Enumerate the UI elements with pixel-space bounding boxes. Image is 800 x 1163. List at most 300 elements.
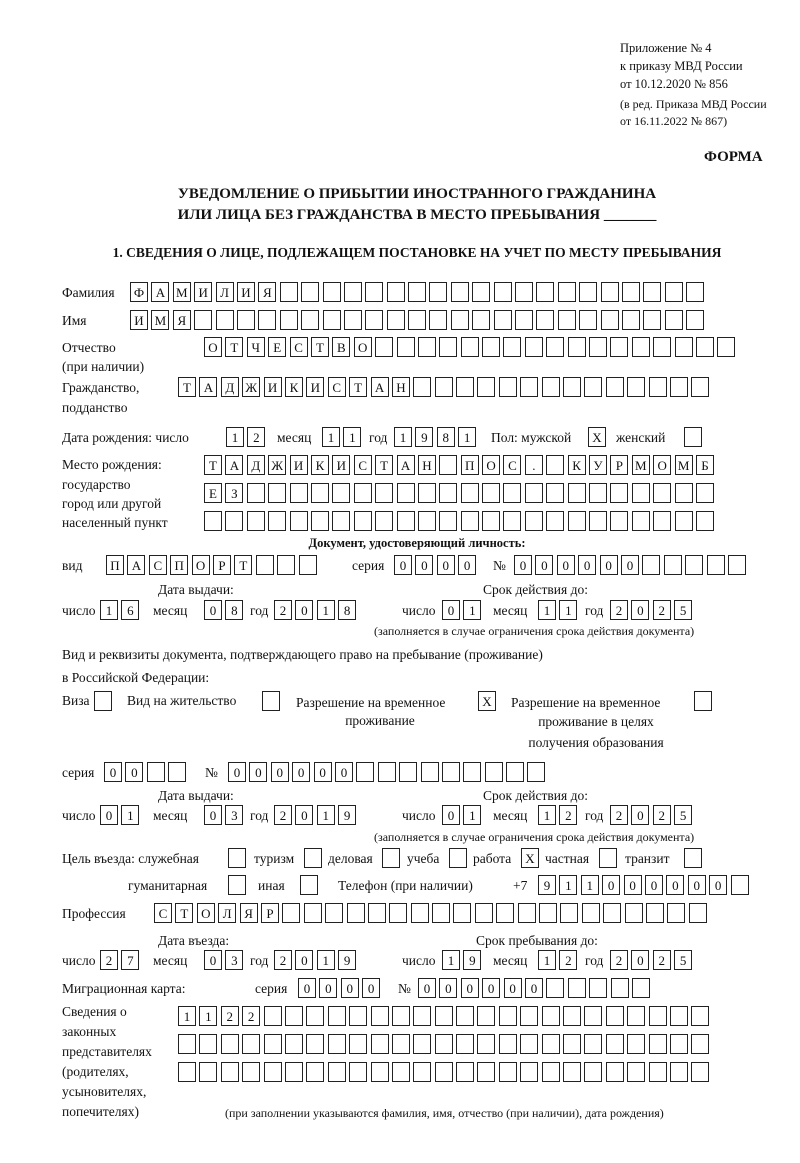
char-cell[interactable] [199,1034,217,1054]
char-cell[interactable]: 2 [242,1006,260,1026]
char-cell[interactable]: 8 [338,600,356,620]
char-cell[interactable]: С [328,377,346,397]
stay-valid-day-field[interactable] [442,805,485,825]
char-cell[interactable] [670,1006,688,1026]
char-cell[interactable]: 0 [341,978,359,998]
visa-checkbox[interactable] [94,691,115,711]
char-cell[interactable]: А [225,455,243,475]
char-cell[interactable]: 9 [338,950,356,970]
char-cell[interactable]: М [151,310,169,330]
char-cell[interactable] [546,978,564,998]
char-cell[interactable] [525,337,543,357]
char-cell[interactable] [560,903,578,923]
char-cell[interactable] [503,483,521,503]
checkbox-cell[interactable]: X [588,427,606,447]
char-cell[interactable] [546,511,564,531]
char-cell[interactable] [413,1034,431,1054]
char-cell[interactable]: 0 [418,978,436,998]
char-cell[interactable]: К [568,455,586,475]
char-cell[interactable]: 2 [610,600,628,620]
checkbox-cell[interactable] [304,848,322,868]
char-cell[interactable]: 0 [645,875,663,895]
char-cell[interactable]: 0 [514,555,532,575]
char-cell[interactable]: Ч [247,337,265,357]
char-cell[interactable]: Т [204,455,222,475]
birth-month-field[interactable] [322,427,365,447]
char-cell[interactable]: . [525,455,543,475]
char-cell[interactable] [365,310,383,330]
char-cell[interactable]: 0 [271,762,289,782]
char-cell[interactable] [606,1006,624,1026]
char-cell[interactable]: О [482,455,500,475]
char-cell[interactable] [632,337,650,357]
char-cell[interactable]: 2 [559,805,577,825]
char-cell[interactable] [194,310,212,330]
char-cell[interactable] [627,1006,645,1026]
char-cell[interactable] [371,1034,389,1054]
char-cell[interactable] [237,310,255,330]
char-cell[interactable]: 1 [317,950,335,970]
char-cell[interactable] [277,555,295,575]
sex-female-checkbox[interactable] [684,427,705,447]
checkbox-cell[interactable] [449,848,467,868]
char-cell[interactable] [328,1062,346,1082]
char-cell[interactable] [563,1034,581,1054]
char-cell[interactable]: В [332,337,350,357]
char-cell[interactable] [649,377,667,397]
purpose-transit-checkbox[interactable] [684,848,705,868]
char-cell[interactable] [408,310,426,330]
char-cell[interactable]: 0 [437,555,455,575]
char-cell[interactable]: И [237,282,255,302]
checkbox-cell[interactable] [684,427,702,447]
char-cell[interactable] [301,282,319,302]
char-cell[interactable] [610,483,628,503]
char-cell[interactable]: М [675,455,693,475]
char-cell[interactable] [584,1006,602,1026]
char-cell[interactable]: 0 [204,950,222,970]
char-cell[interactable] [456,1034,474,1054]
char-cell[interactable] [453,903,471,923]
char-cell[interactable]: 2 [610,950,628,970]
char-cell[interactable]: 0 [104,762,122,782]
char-cell[interactable] [439,511,457,531]
char-cell[interactable] [494,310,512,330]
char-cell[interactable] [344,282,362,302]
char-cell[interactable] [589,337,607,357]
birthplace-field-3[interactable] [204,511,717,531]
char-cell[interactable] [199,1062,217,1082]
profession-field[interactable] [154,903,710,923]
char-cell[interactable] [568,483,586,503]
char-cell[interactable]: Ф [130,282,148,302]
char-cell[interactable]: 1 [394,427,412,447]
migration-series-field[interactable] [298,978,384,998]
char-cell[interactable] [435,1062,453,1082]
char-cell[interactable]: О [653,455,671,475]
char-cell[interactable] [525,483,543,503]
char-cell[interactable] [539,903,557,923]
char-cell[interactable] [242,1062,260,1082]
char-cell[interactable]: 0 [228,762,246,782]
char-cell[interactable]: И [264,377,282,397]
char-cell[interactable]: 1 [226,427,244,447]
char-cell[interactable] [685,555,703,575]
checkbox-cell[interactable]: X [478,691,496,711]
char-cell[interactable] [323,282,341,302]
checkbox-cell[interactable] [228,848,246,868]
char-cell[interactable] [622,282,640,302]
char-cell[interactable] [285,1062,303,1082]
char-cell[interactable] [451,310,469,330]
char-cell[interactable] [546,337,564,357]
char-cell[interactable]: 0 [319,978,337,998]
char-cell[interactable] [563,377,581,397]
char-cell[interactable] [439,337,457,357]
char-cell[interactable] [717,337,735,357]
char-cell[interactable] [503,337,521,357]
id-valid-day-field[interactable] [442,600,485,620]
checkbox-cell[interactable] [694,691,712,711]
char-cell[interactable] [696,511,714,531]
char-cell[interactable] [606,1062,624,1082]
char-cell[interactable] [461,483,479,503]
char-cell[interactable]: И [194,282,212,302]
char-cell[interactable]: 0 [439,978,457,998]
char-cell[interactable]: А [199,377,217,397]
char-cell[interactable] [429,310,447,330]
char-cell[interactable] [622,310,640,330]
char-cell[interactable]: 0 [204,805,222,825]
char-cell[interactable]: Ж [268,455,286,475]
char-cell[interactable]: 0 [621,555,639,575]
char-cell[interactable]: Н [418,455,436,475]
char-cell[interactable]: А [127,555,145,575]
char-cell[interactable] [332,483,350,503]
char-cell[interactable] [290,511,308,531]
char-cell[interactable] [392,1006,410,1026]
char-cell[interactable] [485,762,503,782]
char-cell[interactable] [627,377,645,397]
char-cell[interactable] [413,1006,431,1026]
char-cell[interactable]: 8 [437,427,455,447]
char-cell[interactable]: 1 [343,427,361,447]
char-cell[interactable]: Р [213,555,231,575]
char-cell[interactable]: 3 [225,805,243,825]
char-cell[interactable] [494,282,512,302]
char-cell[interactable]: 2 [653,950,671,970]
char-cell[interactable]: 1 [538,950,556,970]
char-cell[interactable] [435,1034,453,1054]
stay-series-field[interactable] [104,762,190,782]
char-cell[interactable]: Е [204,483,222,503]
char-cell[interactable] [328,1034,346,1054]
purpose-other-checkbox[interactable] [300,875,321,895]
char-cell[interactable] [691,377,709,397]
char-cell[interactable] [375,483,393,503]
char-cell[interactable]: 0 [314,762,332,782]
char-cell[interactable] [503,511,521,531]
char-cell[interactable]: 0 [600,555,618,575]
char-cell[interactable]: 0 [631,805,649,825]
char-cell[interactable]: Р [261,903,279,923]
char-cell[interactable]: И [290,455,308,475]
char-cell[interactable]: Ж [242,377,260,397]
trp-education-checkbox[interactable] [694,691,715,711]
char-cell[interactable] [221,1062,239,1082]
char-cell[interactable] [299,555,317,575]
stay-until-year-field[interactable] [610,950,696,970]
char-cell[interactable]: 0 [631,600,649,620]
char-cell[interactable] [632,978,650,998]
char-cell[interactable] [347,903,365,923]
char-cell[interactable] [520,377,538,397]
char-cell[interactable]: Т [349,377,367,397]
char-cell[interactable] [653,511,671,531]
char-cell[interactable]: И [306,377,324,397]
guardians-field-1[interactable] [178,1006,713,1026]
char-cell[interactable] [323,310,341,330]
char-cell[interactable] [670,1062,688,1082]
checkbox-cell[interactable] [684,848,702,868]
purpose-business-checkbox[interactable] [382,848,403,868]
char-cell[interactable]: 0 [482,978,500,998]
char-cell[interactable] [397,337,415,357]
char-cell[interactable]: 0 [535,555,553,575]
char-cell[interactable] [603,903,621,923]
char-cell[interactable]: 2 [559,950,577,970]
char-cell[interactable] [664,555,682,575]
char-cell[interactable] [387,310,405,330]
char-cell[interactable] [589,978,607,998]
char-cell[interactable]: И [332,455,350,475]
char-cell[interactable]: Л [218,903,236,923]
char-cell[interactable] [675,483,693,503]
purpose-tourism-checkbox[interactable] [304,848,325,868]
char-cell[interactable]: 1 [458,427,476,447]
char-cell[interactable] [439,483,457,503]
char-cell[interactable] [665,282,683,302]
char-cell[interactable]: А [151,282,169,302]
char-cell[interactable] [264,1034,282,1054]
birthplace-field-2[interactable] [204,483,717,503]
char-cell[interactable] [632,511,650,531]
char-cell[interactable]: 0 [335,762,353,782]
entry-year-field[interactable] [274,950,360,970]
char-cell[interactable] [429,282,447,302]
char-cell[interactable] [689,903,707,923]
char-cell[interactable] [451,282,469,302]
char-cell[interactable] [264,1006,282,1026]
char-cell[interactable]: 2 [221,1006,239,1026]
char-cell[interactable] [653,483,671,503]
char-cell[interactable]: Р [610,455,628,475]
char-cell[interactable]: У [589,455,607,475]
char-cell[interactable] [456,377,474,397]
char-cell[interactable]: 0 [394,555,412,575]
char-cell[interactable] [707,555,725,575]
char-cell[interactable]: 6 [121,600,139,620]
trp-checkbox[interactable] [478,691,499,711]
char-cell[interactable]: 2 [653,600,671,620]
char-cell[interactable]: 9 [463,950,481,970]
char-cell[interactable] [216,310,234,330]
char-cell[interactable]: 0 [442,600,460,620]
char-cell[interactable]: 1 [559,875,577,895]
char-cell[interactable]: 0 [666,875,684,895]
char-cell[interactable]: 2 [274,600,292,620]
char-cell[interactable] [328,1006,346,1026]
char-cell[interactable] [432,903,450,923]
char-cell[interactable]: Я [258,282,276,302]
char-cell[interactable]: 1 [538,805,556,825]
char-cell[interactable] [387,282,405,302]
char-cell[interactable] [563,1062,581,1082]
char-cell[interactable]: 2 [610,805,628,825]
char-cell[interactable] [439,455,457,475]
char-cell[interactable] [477,1062,495,1082]
char-cell[interactable]: П [461,455,479,475]
char-cell[interactable]: 0 [525,978,543,998]
char-cell[interactable]: 0 [461,978,479,998]
char-cell[interactable]: 0 [442,805,460,825]
char-cell[interactable] [472,310,490,330]
char-cell[interactable] [365,282,383,302]
residence-permit-checkbox[interactable] [262,691,283,711]
char-cell[interactable] [536,310,554,330]
char-cell[interactable] [290,483,308,503]
char-cell[interactable] [627,1034,645,1054]
char-cell[interactable] [542,1006,560,1026]
char-cell[interactable]: 0 [125,762,143,782]
char-cell[interactable]: О [197,903,215,923]
char-cell[interactable]: 2 [653,805,671,825]
char-cell[interactable]: М [632,455,650,475]
char-cell[interactable] [542,1034,560,1054]
char-cell[interactable] [675,337,693,357]
char-cell[interactable] [579,310,597,330]
char-cell[interactable] [268,483,286,503]
char-cell[interactable] [435,1006,453,1026]
char-cell[interactable]: Е [268,337,286,357]
char-cell[interactable]: 0 [458,555,476,575]
char-cell[interactable]: 5 [674,950,692,970]
char-cell[interactable]: Н [392,377,410,397]
char-cell[interactable] [520,1006,538,1026]
char-cell[interactable] [525,511,543,531]
char-cell[interactable] [515,282,533,302]
char-cell[interactable]: 2 [247,427,265,447]
char-cell[interactable] [499,1006,517,1026]
char-cell[interactable] [375,337,393,357]
char-cell[interactable] [584,377,602,397]
char-cell[interactable] [536,282,554,302]
char-cell[interactable]: Д [221,377,239,397]
char-cell[interactable] [178,1034,196,1054]
char-cell[interactable] [264,1062,282,1082]
id-valid-month-field[interactable] [538,600,581,620]
char-cell[interactable] [499,1034,517,1054]
char-cell[interactable] [642,555,660,575]
phone-field[interactable] [538,875,752,895]
char-cell[interactable]: О [192,555,210,575]
char-cell[interactable]: О [354,337,372,357]
char-cell[interactable]: 0 [362,978,380,998]
char-cell[interactable] [515,310,533,330]
char-cell[interactable] [225,511,243,531]
char-cell[interactable] [311,483,329,503]
guardians-field-2[interactable] [178,1034,713,1054]
char-cell[interactable] [696,483,714,503]
char-cell[interactable] [606,1034,624,1054]
char-cell[interactable]: К [285,377,303,397]
char-cell[interactable]: Я [240,903,258,923]
checkbox-cell[interactable] [599,848,617,868]
char-cell[interactable]: 0 [295,600,313,620]
char-cell[interactable]: 1 [178,1006,196,1026]
char-cell[interactable] [285,1034,303,1054]
char-cell[interactable]: Д [247,455,265,475]
char-cell[interactable] [518,903,536,923]
char-cell[interactable] [411,903,429,923]
char-cell[interactable] [247,483,265,503]
id-number-field[interactable] [514,555,749,575]
char-cell[interactable] [442,762,460,782]
char-cell[interactable] [610,511,628,531]
char-cell[interactable] [178,1062,196,1082]
checkbox-cell[interactable] [228,875,246,895]
char-cell[interactable] [568,978,586,998]
char-cell[interactable]: 1 [559,600,577,620]
char-cell[interactable] [147,762,165,782]
char-cell[interactable]: М [173,282,191,302]
char-cell[interactable]: А [397,455,415,475]
char-cell[interactable]: 0 [688,875,706,895]
char-cell[interactable] [344,310,362,330]
id-valid-year-field[interactable] [610,600,696,620]
char-cell[interactable] [258,310,276,330]
name-field[interactable] [130,310,708,330]
stay-number-field[interactable] [228,762,549,782]
char-cell[interactable] [527,762,545,782]
char-cell[interactable] [242,1034,260,1054]
char-cell[interactable] [399,762,417,782]
char-cell[interactable] [691,1034,709,1054]
char-cell[interactable]: Т [311,337,329,357]
checkbox-cell[interactable] [382,848,400,868]
purpose-work-checkbox[interactable] [521,848,542,868]
char-cell[interactable] [397,483,415,503]
char-cell[interactable] [285,1006,303,1026]
stay-until-month-field[interactable] [538,950,581,970]
purpose-study-checkbox[interactable] [449,848,470,868]
char-cell[interactable]: П [106,555,124,575]
char-cell[interactable] [349,1006,367,1026]
char-cell[interactable] [667,903,685,923]
char-cell[interactable] [728,555,746,575]
char-cell[interactable] [646,903,664,923]
char-cell[interactable] [389,903,407,923]
char-cell[interactable]: 1 [317,805,335,825]
char-cell[interactable] [418,483,436,503]
char-cell[interactable] [632,483,650,503]
char-cell[interactable]: С [290,337,308,357]
char-cell[interactable] [499,1062,517,1082]
stay-until-day-field[interactable] [442,950,485,970]
char-cell[interactable] [696,337,714,357]
char-cell[interactable] [306,1006,324,1026]
char-cell[interactable]: Я [173,310,191,330]
